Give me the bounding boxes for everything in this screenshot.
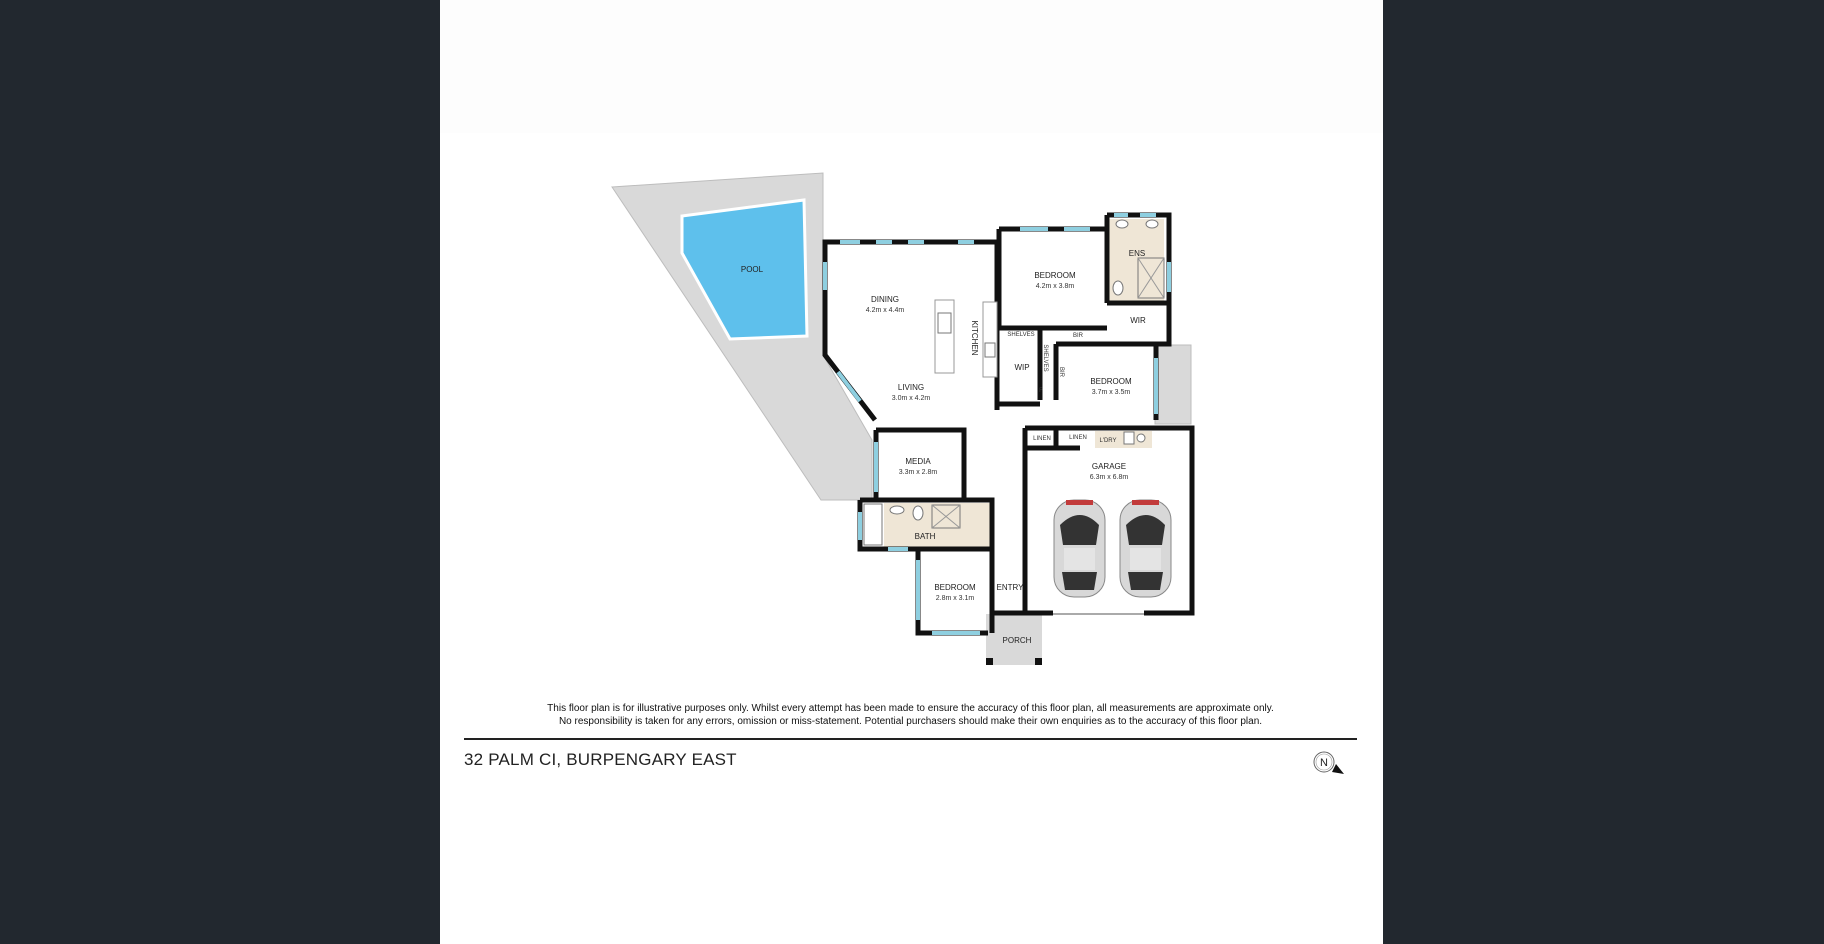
room-label-ldry: L'DRY xyxy=(1099,438,1117,444)
porch-post xyxy=(1035,658,1042,665)
disclaimer-line-2: No responsibility is taken for any errors, omission or miss-statement. Potential purchasers should make their own enquiries as to the accuracy of this floor plan. xyxy=(558,716,1263,727)
north-letter: N xyxy=(1320,757,1328,769)
divider-rule xyxy=(464,738,1357,740)
room-label-media: MEDIA xyxy=(905,457,931,466)
washing-machine xyxy=(1137,434,1145,442)
room-label-shelves-vertical: SHELVES xyxy=(1042,344,1048,372)
room-label-living: LIVING xyxy=(897,383,925,392)
floor-plan-disclaimer xyxy=(464,702,1357,728)
room-dims-bedroom-2: 3.7m x 3.5m xyxy=(1091,389,1131,396)
car-right xyxy=(1120,500,1171,597)
cooktop xyxy=(985,343,995,357)
ensuite-toilet xyxy=(1113,281,1123,295)
room-label-wip: WIP xyxy=(1014,363,1030,372)
bath-toilet xyxy=(913,506,923,520)
bath-basin xyxy=(890,506,904,514)
room-label-bath: BATH xyxy=(914,532,936,541)
side-garden xyxy=(1155,345,1191,424)
room-dims-media: 3.3m x 2.8m xyxy=(898,469,938,476)
room-label-porch: PORCH xyxy=(1002,636,1032,645)
room-label-bir-side: BIR xyxy=(1058,366,1064,378)
room-label-wir: WIR xyxy=(1130,316,1146,325)
disclaimer-line-1: This floor plan is for illustrative purposes only. Whilst every attempt has been made to ensure the accuracy of this floor plan, all measurements are approximate only. xyxy=(547,703,1274,714)
room-label-bedroom-3: BEDROOM xyxy=(934,583,976,592)
floor-plan-sheet xyxy=(440,0,1383,944)
porch-post xyxy=(986,658,993,665)
ensuite-basin xyxy=(1116,220,1128,228)
room-dims-bedroom-3: 2.8m x 3.1m xyxy=(935,595,975,602)
room-label-bedroom-main: BEDROOM xyxy=(1034,271,1076,280)
room-label-linen-1: LINEN xyxy=(1033,436,1051,442)
room-dims-garage: 6.3m x 6.8m xyxy=(1089,474,1129,481)
room-label-f: F xyxy=(1039,388,1043,394)
room-label-kitchen: KITCHEN xyxy=(970,320,979,356)
room-label-bir-top: BIR xyxy=(1072,333,1084,339)
laundry-tub xyxy=(1124,432,1134,444)
room-label-ens: ENS xyxy=(1128,249,1146,258)
bathtub xyxy=(864,504,882,545)
kitchen-sink xyxy=(938,313,951,333)
kitchen-island xyxy=(935,300,954,373)
room-label-entry: ENTRY xyxy=(996,583,1024,592)
north-arrow-icon xyxy=(1312,750,1346,778)
kitchen-bench xyxy=(983,302,997,377)
room-label-bedroom-2: BEDROOM xyxy=(1090,377,1132,386)
car-left xyxy=(1054,500,1105,597)
room-label-pool: POOL xyxy=(740,265,764,274)
room-dims-living: 3.0m x 4.2m xyxy=(891,395,931,402)
room-label-garage: GARAGE xyxy=(1091,462,1127,471)
room-dims-dining: 4.2m x 4.4m xyxy=(865,307,905,314)
room-label-shelves: SHELVES xyxy=(1007,332,1035,338)
room-dims-bedroom-main: 4.2m x 3.8m xyxy=(1035,283,1075,290)
room-label-linen-2: LINEN xyxy=(1069,435,1087,441)
floor-plan-drawing xyxy=(440,0,1383,700)
property-address: 32 PALM CI, BURPENGARY EAST xyxy=(464,750,737,769)
room-label-dining: DINING xyxy=(871,295,899,304)
ensuite-basin xyxy=(1146,220,1158,228)
